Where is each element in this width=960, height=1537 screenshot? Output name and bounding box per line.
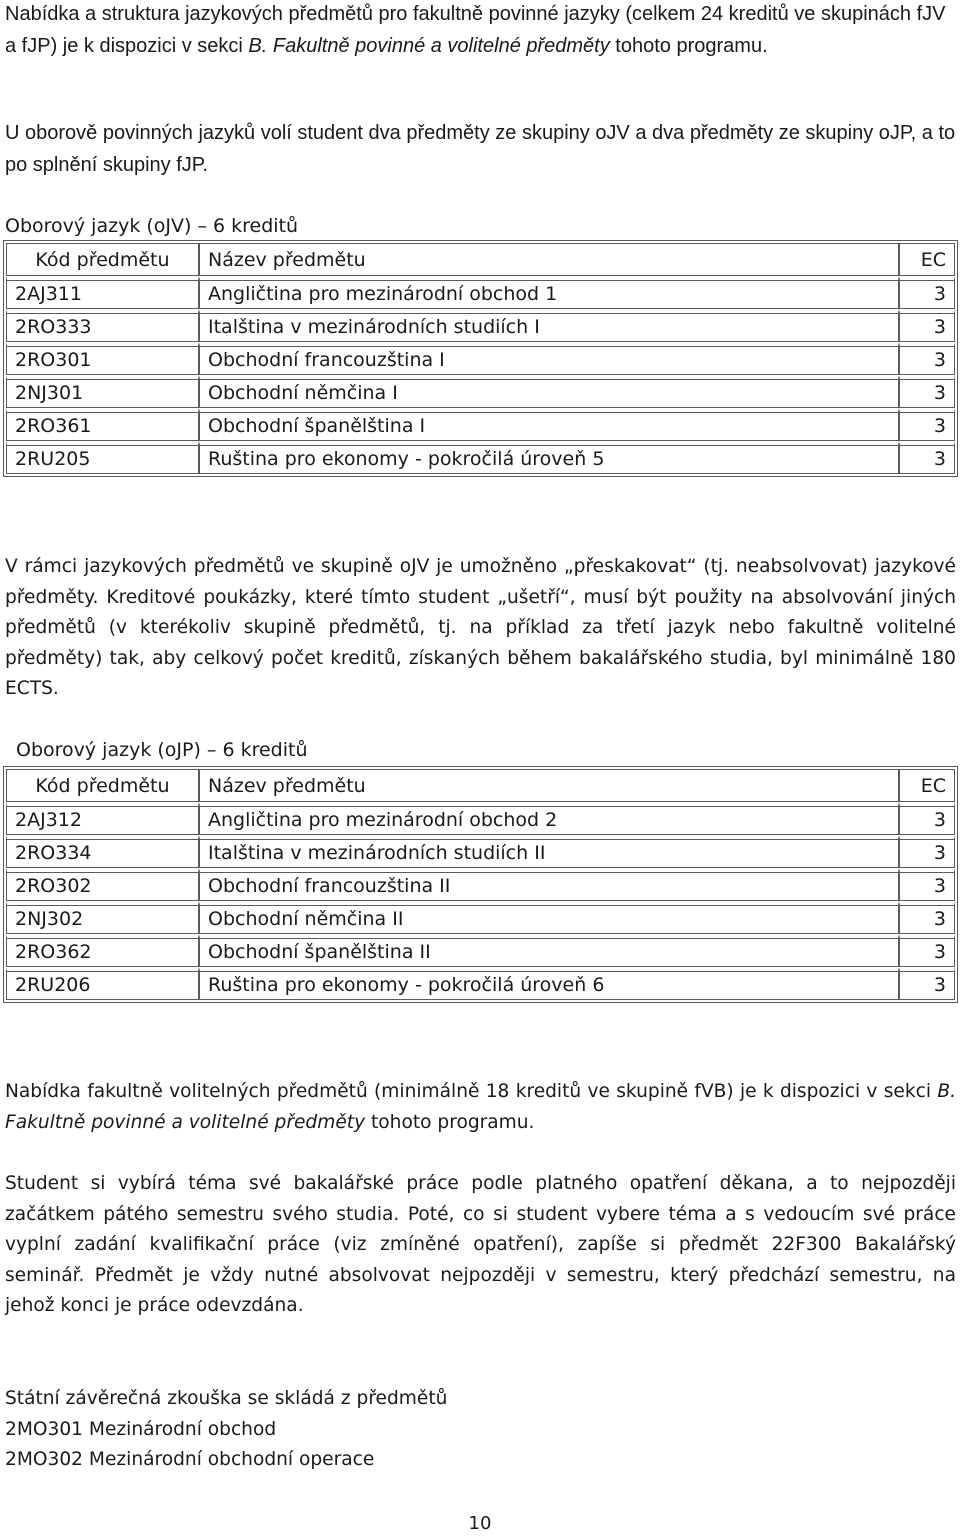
table-row bbox=[6, 408, 955, 441]
subject-code: 2RO361 bbox=[6, 408, 199, 441]
subject-name: Italština v mezinárodních studiích II bbox=[199, 835, 899, 868]
subject-credits: 3 bbox=[899, 967, 955, 1000]
subject-name: Obchodní španělština I bbox=[199, 408, 899, 441]
table-row bbox=[6, 802, 955, 835]
column-header-ec: EC bbox=[899, 243, 955, 276]
table-row bbox=[6, 342, 955, 375]
subject-code: 2RU206 bbox=[6, 967, 199, 1000]
subject-name: Obchodní němčina II bbox=[199, 901, 899, 934]
column-header-name: Název předmětu bbox=[199, 769, 899, 802]
subject-credits: 3 bbox=[899, 408, 955, 441]
subject-credits: 3 bbox=[899, 934, 955, 967]
subject-name: Obchodní francouzština I bbox=[199, 342, 899, 375]
subject-name: Obchodní francouzština II bbox=[199, 868, 899, 901]
subject-code: 2RO301 bbox=[6, 342, 199, 375]
table-header-row bbox=[6, 243, 955, 276]
column-header-name: Název předmětu bbox=[199, 243, 899, 276]
table-row bbox=[6, 868, 955, 901]
fvb-paragraph bbox=[5, 1077, 956, 1138]
ojp-table bbox=[3, 766, 958, 1003]
table-header-row bbox=[6, 769, 955, 802]
intro-text-b: tohoto programu. bbox=[609, 35, 768, 57]
fvb-section-ref: B. Fakultně povinné a volitelné předměty bbox=[5, 1081, 956, 1133]
subject-code: 2NJ302 bbox=[6, 901, 199, 934]
subject-code: 2AJ311 bbox=[6, 276, 199, 309]
page-number: 10 bbox=[468, 1513, 492, 1534]
subject-code: 2RU205 bbox=[6, 441, 199, 474]
table-row bbox=[6, 835, 955, 868]
state-exam-subject: 2MO301 Mezinárodní obchod bbox=[5, 1418, 277, 1440]
table-row bbox=[6, 967, 955, 1000]
subject-credits: 3 bbox=[899, 901, 955, 934]
subject-name: Obchodní němčina I bbox=[199, 375, 899, 408]
table-row bbox=[6, 441, 955, 474]
subject-credits: 3 bbox=[899, 441, 955, 474]
subject-name: Angličtina pro mezinárodní obchod 2 bbox=[199, 802, 899, 835]
subject-credits: 3 bbox=[899, 309, 955, 342]
table-row bbox=[6, 901, 955, 934]
intro-paragraph bbox=[5, 0, 956, 62]
subject-credits: 3 bbox=[899, 276, 955, 309]
subject-code: 2RO302 bbox=[6, 868, 199, 901]
subject-code: 2NJ301 bbox=[6, 375, 199, 408]
subject-code: 2RO333 bbox=[6, 309, 199, 342]
subject-code: 2AJ312 bbox=[6, 802, 199, 835]
fvb-text-b: tohoto programu. bbox=[365, 1111, 535, 1133]
state-exam-title: Státní závěrečná zkouška se skládá z předmětů bbox=[5, 1388, 448, 1409]
table-row bbox=[6, 276, 955, 309]
fvb-text-a: Nabídka fakultně volitelných předmětů (minimálně 18 kreditů ve skupině fVB) je k dispozici v sekci bbox=[5, 1081, 938, 1102]
subject-credits: 3 bbox=[899, 342, 955, 375]
subject-name: Ruština pro ekonomy - pokročilá úroveň 6 bbox=[199, 967, 899, 1000]
table-row bbox=[6, 934, 955, 967]
column-header-code: Kód předmětu bbox=[6, 243, 199, 276]
subject-name: Angličtina pro mezinárodní obchod 1 bbox=[199, 276, 899, 309]
state-exam-subject: 2MO302 Mezinárodní obchodní operace bbox=[5, 1449, 375, 1470]
intro-text-a: Nabídka a struktura jazykových předmětů pro fakultně povinné jazyky (celkem 24 kreditů ve skupinách fJV a fJP) je k dispozici v sekci bbox=[5, 3, 946, 57]
subject-credits: 3 bbox=[899, 375, 955, 408]
subject-credits: 3 bbox=[899, 868, 955, 901]
thesis-paragraph: Student si vybírá téma své bakalářské práce podle platného opatření děkana, a to nejpozději začátkem pátého semestru svého studia. Poté, co si student vybere téma a s vedoucím své práce vyplní zadání kvalifikační práce (viz zmíněné opatření), zapíše si předmět 22F300 Bakalářský seminář. Předmět je vždy nutné absolvovat nejpozději v semestru, který předchází semestru, na jehož konci je práce odevzdána. bbox=[5, 1173, 956, 1316]
subject-code: 2RO334 bbox=[6, 835, 199, 868]
ojv-table bbox=[3, 240, 958, 477]
subject-code: 2RO362 bbox=[6, 934, 199, 967]
ojp-heading: Oborový jazyk (oJP) – 6 kreditů bbox=[16, 739, 308, 761]
column-header-code: Kód předmětu bbox=[6, 769, 199, 802]
column-header-ec: EC bbox=[899, 769, 955, 802]
skip-note-paragraph: V rámci jazykových předmětů ve skupině oJV je umožněno „přeskakovat“ (tj. neabsolvovat) jazykové předměty. Kreditové poukázky, které tímto student „ušetří“, musí být použity na absolvování jiných předmětů (v kterékoliv skupině předmětů, tj. na příklad za třetí jazyk nebo fakultně volitelné předměty) tak, aby celkový počet kreditů, získaných během bakalářského studia, byl minimálně 180 ECTS. bbox=[5, 556, 956, 699]
ojv-ojp-rule-paragraph: U oborově povinných jazyků volí student dva předměty ze skupiny oJV a dva předměty ze skupiny oJP, a to po splnění skupiny fJP. bbox=[5, 122, 956, 176]
table-row bbox=[6, 375, 955, 408]
ojv-heading: Oborový jazyk (oJV) – 6 kreditů bbox=[5, 215, 299, 237]
subject-credits: 3 bbox=[899, 802, 955, 835]
subject-credits: 3 bbox=[899, 835, 955, 868]
subject-name: Italština v mezinárodních studiích I bbox=[199, 309, 899, 342]
subject-name: Obchodní španělština II bbox=[199, 934, 899, 967]
state-exam-section bbox=[5, 1384, 956, 1476]
subject-name: Ruština pro ekonomy - pokročilá úroveň 5 bbox=[199, 441, 899, 474]
intro-section-ref: B. Fakultně povinné a volitelné předměty bbox=[248, 35, 610, 57]
table-row bbox=[6, 309, 955, 342]
